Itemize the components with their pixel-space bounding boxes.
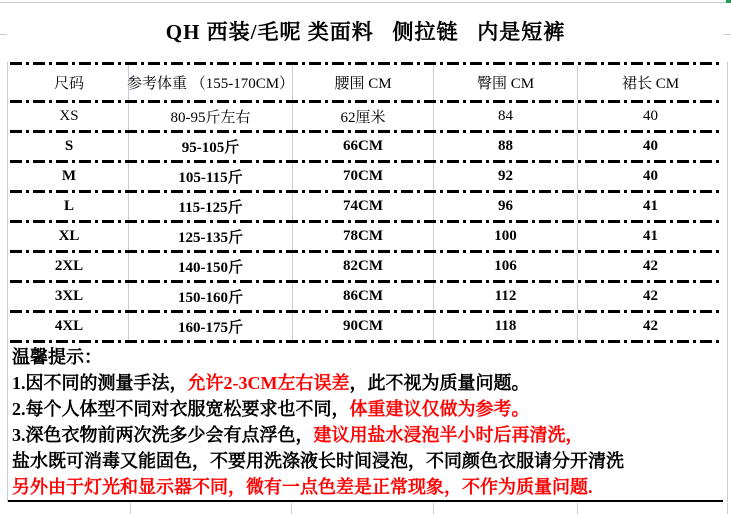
table-cell: 125-135斤 [128,223,292,250]
table-cell: 41 [577,223,723,250]
header-cell: 尺码 [53,76,84,92]
tips-line [12,370,728,396]
header-cell: 臀围 CM [433,65,577,100]
table-cell: 40 [577,133,723,160]
table-cell: 78CM [292,223,433,250]
table-cell: 112 [433,283,577,310]
table-cell: 106 [433,253,577,280]
tips-text-segment: 另外由于灯光和显示器不同，微有一点色差是正常现象，不作为质量问题. [12,477,593,497]
table-row [10,313,723,340]
table-cell: 82CM [292,253,433,280]
table-cell: 41 [577,193,723,220]
table-row [10,223,723,250]
tips-line [12,474,728,500]
table-cell: 140-150斤 [128,253,292,280]
gridline-stub-bottom [433,503,434,514]
table-cell: XL [58,228,80,244]
table-cell: 4XL [54,318,84,334]
table-cell: 42 [577,253,723,280]
header-cell: 裙长 CM [577,65,723,100]
header-cell: 腰围 CM [292,65,433,100]
table-cell: 150-160斤 [128,283,292,310]
table-cell: 66CM [292,133,433,160]
size-chart-table [10,62,723,343]
table-cell: 42 [577,313,723,340]
table-cell: 95-105斤 [128,133,292,160]
page-title: QH 西装/毛呢 类面料 侧拉链 内是短裤 [165,20,566,44]
table-row [10,283,723,310]
table-cell: 88 [433,133,577,160]
table-cell: 90CM [292,313,433,340]
table-cell: 62厘米 [292,103,433,130]
table-cell: 74CM [292,193,433,220]
tips-text-segment: 3.深色衣物前两次洗多少会有点浮色， [12,425,314,445]
tips-line [12,448,728,474]
gridline-vertical-left [7,62,8,502]
gridline-stub-bottom [727,503,728,514]
table-cell: 92 [433,163,577,190]
tips-line [12,422,728,448]
tips-text-segment: 允许2-3CM左右误差 [187,373,350,393]
table-cell: L [63,198,74,214]
tips-text-segment: 2.每个人体型不同对衣服宽松要求也不同， [12,399,350,419]
tips-text-segment: 1.因不同的测量手法， [12,373,188,393]
table-cell: 40 [577,103,723,130]
table-row [10,103,723,130]
table-row [10,163,723,190]
table-cell: 115-125斤 [128,193,292,220]
table-cell: 86CM [292,283,433,310]
table-row [10,133,723,160]
gridline-stub-bottom [130,503,131,514]
tips-line [12,396,728,422]
table-cell: XS [59,108,79,124]
tips-bottom-border [8,500,723,502]
table-cell: 40 [577,163,723,190]
table-cell: 80-95斤左右 [128,103,292,130]
table-cell: M [61,168,77,184]
table-cell: 42 [577,283,723,310]
tips-text-segment: 建议用盐水浸泡半小时后再清洗， [313,425,584,445]
gridline-stub-bottom [291,503,292,514]
table-cell: 118 [433,313,577,340]
tips-heading: 温馨提示： [12,347,102,367]
table-cell: 2XL [54,258,84,274]
dash-dot-border [10,340,723,343]
table-row [10,193,723,220]
tips-section [10,344,728,500]
table-cell: 3XL [54,288,84,304]
table-cell: 105-115斤 [128,163,292,190]
table-row [10,253,723,280]
table-header-row [10,65,723,100]
gridline-stub-bottom [577,503,578,514]
header-cell: 参考体重 （155-170CM） [128,65,292,100]
tips-text-segment: ，此不视为质量问题。 [349,373,530,393]
tips-text-segment: 体重建议仅做为参考。 [349,399,530,419]
table-cell: 70CM [292,163,433,190]
tips-text-segment: 盐水既可消毒又能固色，不要用洗涤液长时间浸泡，不同颜色衣服请分开清洗 [12,451,624,471]
table-cell: 100 [433,223,577,250]
table-cell: 160-175斤 [128,313,292,340]
table-cell: 84 [433,103,577,130]
table-cell: S [64,138,74,154]
table-cell: 96 [433,193,577,220]
